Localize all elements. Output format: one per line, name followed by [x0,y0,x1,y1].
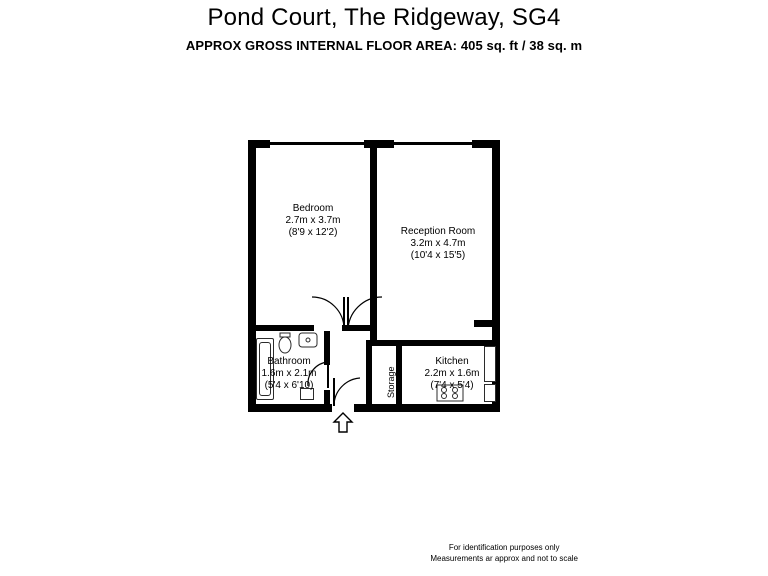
toilet-icon [276,332,294,356]
floor-area-subtitle: APPROX GROSS INTERNAL FLOOR AREA: 405 sq. ft / 38 sq. m [185,38,583,53]
room-imperial-kitchen: (7'4 x 5'4) [430,380,474,391]
room-label-storage: Storage [386,366,396,398]
room-label-kitchen [408,356,496,392]
wall-reception-jog [474,320,500,327]
room-imperial-bedroom: (8'9 x 12'2) [288,227,338,238]
door-reception [344,295,384,333]
wall-storage-right [396,340,402,412]
room-name-reception: Reception Room [400,226,476,237]
room-imperial-bathroom: (5'4 x 6'10) [264,380,314,391]
room-metric-bathroom: 1.6m x 2.1m [261,368,317,379]
wall-storage-left [366,340,372,412]
door-entrance [332,376,362,408]
floorplan-diagram [248,140,508,420]
door-bedroom [310,295,346,331]
disclaimer-line-2: Measurements ar approx and not to scale [430,554,578,563]
room-metric-reception: 3.2m x 4.7m [410,238,466,249]
room-label-bedroom [267,203,359,239]
wall-bottom-outer [248,404,500,412]
entrance-arrow-icon [332,412,354,434]
wall-bathroom-right-lower [324,390,330,412]
disclaimer [430,542,578,564]
sink-icon [298,332,318,350]
wall-bedroom-bottom-left [248,325,314,331]
room-label-reception [382,226,494,262]
room-label-bathroom [246,356,332,392]
disclaimer-line-1: For identification purposes only [448,543,560,552]
room-metric-bedroom: 2.7m x 3.7m [285,215,341,226]
room-name-bedroom: Bedroom [292,203,334,214]
wall-top-mid [364,140,394,148]
room-metric-kitchen: 2.2m x 1.6m [424,368,480,379]
room-name-bathroom: Bathroom [267,356,311,367]
window-bedroom [270,142,364,145]
room-imperial-reception: (10'4 x 15'5) [410,250,466,261]
room-name-kitchen: Kitchen [435,356,469,367]
window-reception [394,142,472,145]
page-title: Pond Court, The Ridgeway, SG4 [207,4,561,31]
